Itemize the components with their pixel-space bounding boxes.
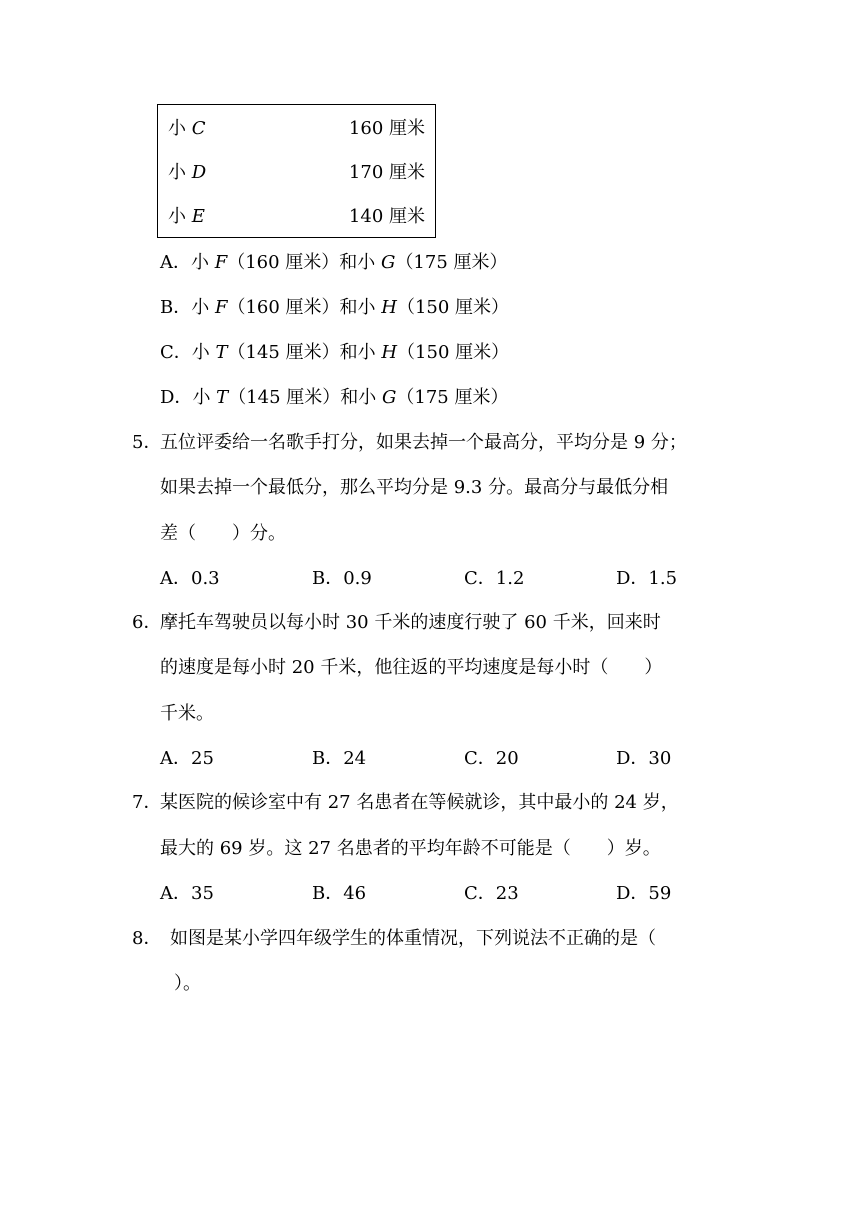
option-text: 小: [192, 387, 211, 408]
option-text: （160 厘米）和小: [227, 252, 376, 273]
q6-line-2: 的速度是每小时 20 千米，他往返的平均速度是每小时（ ）: [160, 657, 663, 678]
table-row-name: [168, 161, 206, 185]
option-letter: C．: [160, 342, 192, 363]
q6-option-b[interactable]: B．24: [312, 748, 367, 769]
q5-option-a[interactable]: A．0.3: [160, 568, 220, 589]
q7-number: 7．: [132, 792, 162, 813]
table-row-value: 170 厘米: [348, 162, 425, 183]
row-letter: D: [191, 162, 207, 183]
q8-line-1: 如图是某小学四年级学生的体重情况，下列说法不正确的是（: [170, 928, 656, 949]
q6-option-a[interactable]: A．25: [160, 748, 214, 769]
option-text: （160 厘米）和小: [227, 297, 376, 318]
option-name: H: [381, 342, 398, 363]
option-name: G: [381, 252, 396, 273]
table-row-name: [168, 205, 205, 229]
option-text: （150 厘米）: [396, 297, 510, 318]
row-letter: C: [191, 118, 206, 139]
option-text: 小: [191, 252, 209, 273]
q5-option-d[interactable]: D．1.5: [616, 568, 678, 589]
q4-option-a[interactable]: [160, 251, 508, 275]
row-prefix: 小: [168, 162, 186, 183]
q6-option-c[interactable]: C．20: [464, 748, 519, 769]
q5-line-3: 差（ ）分。: [160, 523, 286, 544]
q7-line-2: 最大的 69 岁。这 27 名患者的平均年龄不可能是（ ）岁。: [160, 838, 661, 859]
q7-option-c[interactable]: C．23: [464, 883, 519, 904]
q6-line-3: 千米。: [160, 703, 214, 724]
row-letter: E: [191, 206, 205, 227]
table-row-name: [168, 117, 206, 141]
option-name: G: [382, 387, 397, 408]
table-row-value: 160 厘米: [348, 118, 425, 139]
row-prefix: 小: [168, 118, 186, 139]
q4-option-b[interactable]: [160, 296, 509, 320]
option-name: H: [381, 297, 397, 318]
option-text: （145 厘米）和小: [227, 342, 376, 363]
option-text: （175 厘米）: [396, 387, 509, 408]
option-name: T: [216, 387, 229, 408]
q4-option-c[interactable]: [160, 341, 509, 365]
option-text: 小: [191, 342, 210, 363]
q8-line-2: ）。: [174, 973, 201, 994]
q5-line-1: 五位评委给一名歌手打分，如果去掉一个最高分，平均分是 9 分；: [160, 432, 687, 453]
option-letter: B．: [160, 297, 192, 318]
option-letter: A．: [160, 252, 191, 273]
option-text: （175 厘米）: [395, 252, 508, 273]
q5-line-2: 如果去掉一个最低分，那么平均分是 9.3 分。最高分与最低分相: [160, 477, 669, 498]
q4-option-d[interactable]: [160, 386, 508, 410]
option-text: （145 厘米）和小: [228, 387, 377, 408]
q7-line-1: 某医院的候诊室中有 27 名患者在等候就诊，其中最小的 24 岁，: [160, 792, 679, 813]
q7-option-d[interactable]: D．59: [616, 883, 672, 904]
table-row-value: 140 厘米: [348, 206, 425, 227]
option-text: 小: [191, 297, 210, 318]
option-name: T: [215, 342, 228, 363]
option-name: F: [214, 252, 228, 273]
q5-option-b[interactable]: B．0.9: [312, 568, 372, 589]
q7-option-b[interactable]: B．46: [312, 883, 367, 904]
q8-number: 8．: [132, 928, 162, 949]
q6-line-1: 摩托车驾驶员以每小时 30 千米的速度行驶了 60 千米，回来时: [160, 612, 661, 633]
height-table: [157, 104, 436, 238]
q6-option-d[interactable]: D．30: [616, 748, 672, 769]
q5-number: 5．: [132, 432, 162, 453]
q5-option-c[interactable]: C．1.2: [464, 568, 525, 589]
q7-option-a[interactable]: A．35: [160, 883, 214, 904]
option-text: （150 厘米）: [397, 342, 510, 363]
row-prefix: 小: [168, 206, 186, 227]
option-name: F: [214, 297, 228, 318]
q6-number: 6．: [132, 612, 162, 633]
option-letter: D．: [160, 387, 193, 408]
